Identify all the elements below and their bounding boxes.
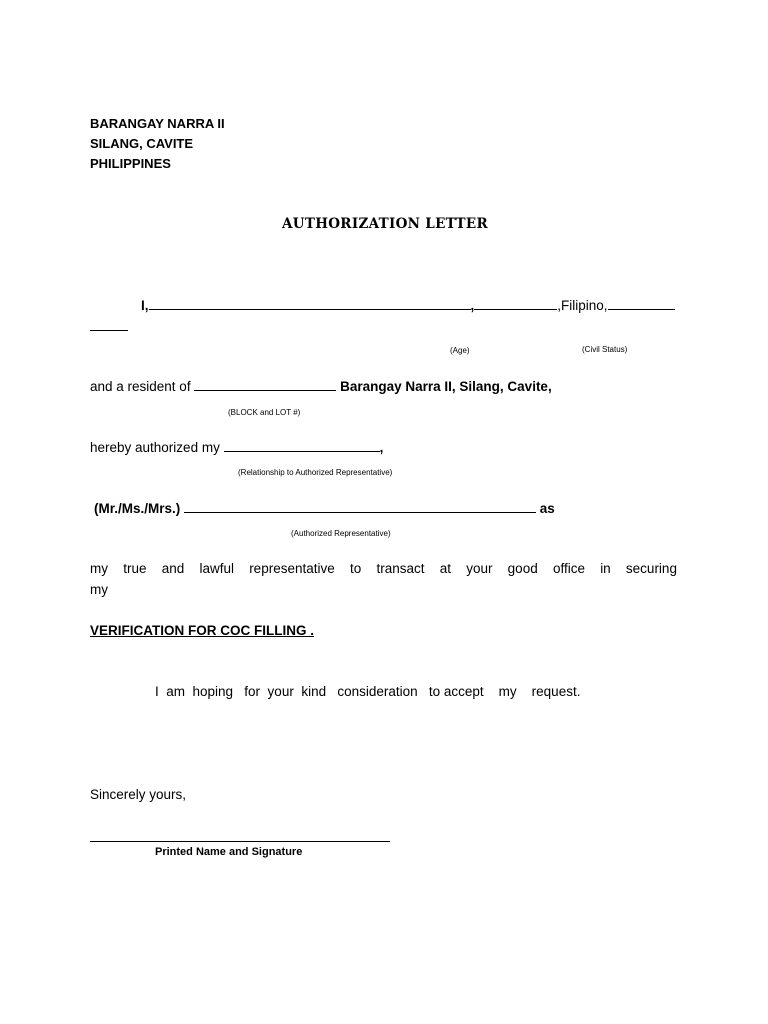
resident-prefix: and a resident of: [90, 379, 191, 394]
paragraph-1-continuation: [90, 318, 128, 336]
address-line-3: PHILIPPINES: [90, 156, 171, 171]
civil-status-blank: [608, 297, 675, 310]
address-line-2: SILANG, CAVITE: [90, 136, 194, 151]
paragraph-3-line: [90, 439, 383, 455]
relationship-blank: [224, 439, 380, 452]
word: true: [123, 561, 147, 576]
name-blank: [149, 297, 471, 310]
pronoun-text: I,: [141, 298, 149, 313]
nationality-text: ,Filipino,: [557, 298, 608, 313]
paragraph-1-line: [141, 297, 675, 313]
age-blank: [474, 297, 557, 310]
word: and: [161, 561, 185, 576]
word: transact: [376, 561, 425, 576]
age-caption: (Age): [450, 346, 470, 355]
representative-blank: [184, 500, 536, 513]
sign-off-text: Sincerely yours,: [90, 787, 187, 802]
block-lot-blank: [194, 378, 336, 391]
address-line-1: BARANGAY NARRA II: [90, 116, 225, 131]
word: my: [90, 561, 108, 576]
name-comma: ,: [470, 298, 475, 313]
signature-caption: Printed Name and Signature: [155, 846, 303, 858]
purpose-text: VERIFICATION FOR COC FILLING .: [90, 623, 314, 638]
signature-line: [90, 841, 390, 842]
resident-place: Barangay Narra II, Silang, Cavite,: [340, 379, 552, 394]
word: securing: [625, 561, 677, 576]
request-text: I am hoping for your kind consideration to accept my request.: [155, 684, 581, 699]
civil-status-blank-continued: [90, 318, 128, 331]
word: good: [507, 561, 538, 576]
word: lawful: [199, 561, 234, 576]
letter-title: AUTHORIZATION LETTER: [282, 216, 488, 232]
word: to: [349, 561, 362, 576]
authorized-prefix: hereby authorized my: [90, 440, 220, 455]
word: in: [600, 561, 611, 576]
relationship-comma: ,: [379, 440, 384, 455]
word: office: [552, 561, 585, 576]
paragraph-5-continuation: my: [90, 582, 108, 597]
honorific-text: (Mr./Ms./Mrs.): [94, 501, 181, 516]
paragraph-5-line: [90, 561, 677, 576]
word: at: [439, 561, 451, 576]
paragraph-2-line: [90, 378, 552, 394]
word: representative: [249, 561, 335, 576]
civil-status-caption: (Civil Status): [582, 345, 628, 354]
paragraph-4-line: [94, 500, 555, 516]
block-lot-caption: (BLOCK and LOT #): [228, 408, 301, 417]
representative-caption: (Authorized Representative): [291, 529, 391, 538]
word: your: [466, 561, 493, 576]
relationship-caption: (Relationship to Authorized Representative): [238, 468, 393, 477]
as-text: as: [539, 501, 555, 516]
